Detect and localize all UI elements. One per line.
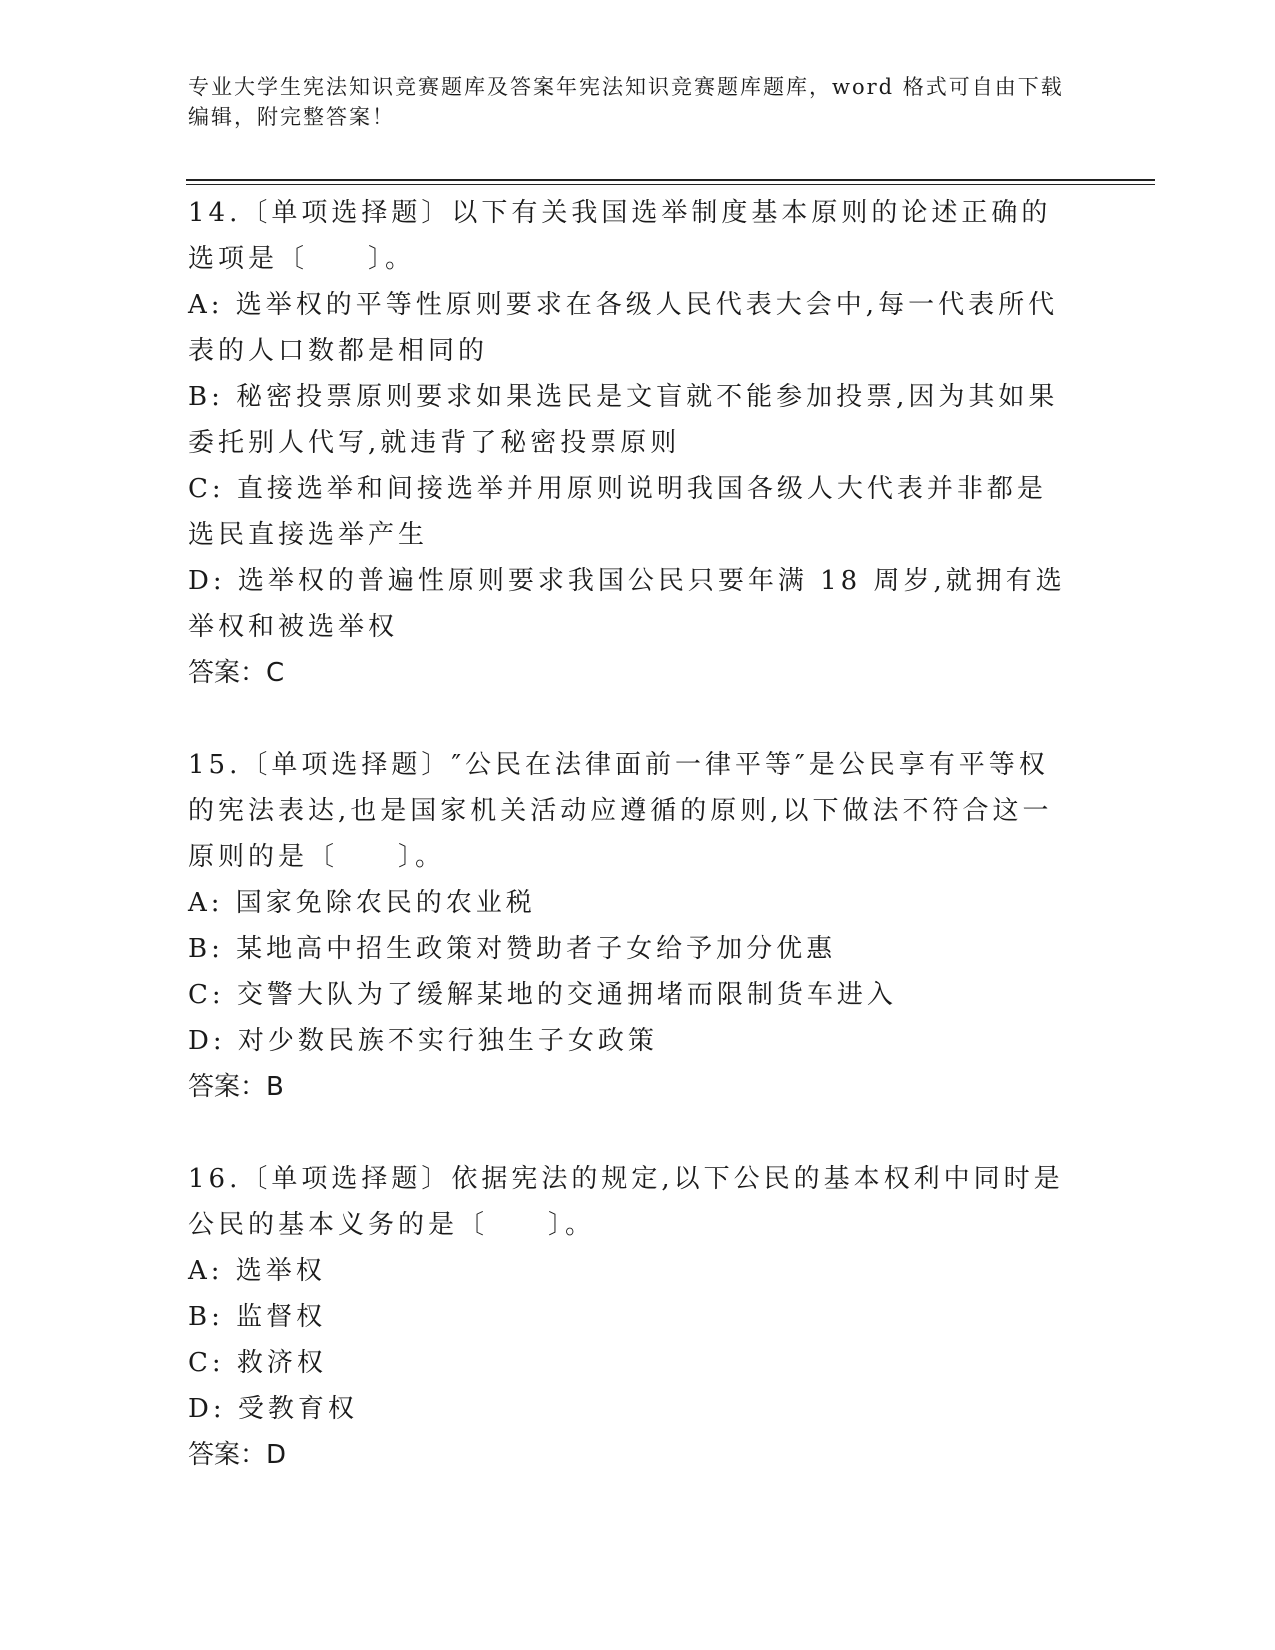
option-d: D: 对少数民族不实行独生子女政策 xyxy=(188,1026,658,1056)
answer: 答案：B xyxy=(188,1072,284,1102)
option-a: A: 选举权的平等性原则要求在各级人民代表大会中,每一代表所代表的人口数都是相同的 xyxy=(188,290,1059,366)
question-15 xyxy=(188,742,1073,1110)
question-14 xyxy=(188,190,1073,696)
header-divider-thin xyxy=(186,184,1155,185)
question-list xyxy=(188,190,1073,1524)
question-16 xyxy=(188,1156,1073,1478)
option-d: D: 选举权的普遍性原则要求我国公民只要年满 18 周岁,就拥有选举权和被选举权 xyxy=(188,566,1066,642)
question-stem: 16.〔单项选择题〕依据宪法的规定,以下公民的基本权利中同时是公民的基本义务的是〔 〕。 xyxy=(188,1164,1064,1240)
option-b: B: 监督权 xyxy=(188,1302,327,1332)
document-header: 专业大学生宪法知识竞赛题库及答案年宪法知识竞赛题库题库，word 格式可自由下载编辑，附完整答案！ xyxy=(188,75,1064,129)
question-stem: 14.〔单项选择题〕以下有关我国选举制度基本原则的论述正确的选项是〔 〕。 xyxy=(188,198,1052,274)
option-b: B: 某地高中招生政策对赞助者子女给予加分优惠 xyxy=(188,934,837,964)
option-d: D: 受教育权 xyxy=(188,1394,358,1424)
header-divider-thick xyxy=(186,179,1155,181)
option-c: C: 交警大队为了缓解某地的交通拥堵而限制货车进入 xyxy=(188,980,897,1010)
option-c: C: 救济权 xyxy=(188,1348,327,1378)
question-stem: 15.〔单项选择题〕″公民在法律面前一律平等″是公民享有平等权的宪法表达,也是国家机关活动应遵循的原则,以下做法不符合这一原则的是〔 〕。 xyxy=(188,750,1053,872)
option-a: A: 国家免除农民的农业税 xyxy=(188,888,536,918)
answer: 答案：D xyxy=(188,1440,287,1470)
option-c: C: 直接选举和间接选举并用原则说明我国各级人大代表并非都是选民直接选举产生 xyxy=(188,474,1047,550)
option-b: B: 秘密投票原则要求如果选民是文盲就不能参加投票,因为其如果委托别人代写,就违背了秘密投票原则 xyxy=(188,382,1059,458)
option-a: A: 选举权 xyxy=(188,1256,326,1286)
answer: 答案：C xyxy=(188,658,285,688)
